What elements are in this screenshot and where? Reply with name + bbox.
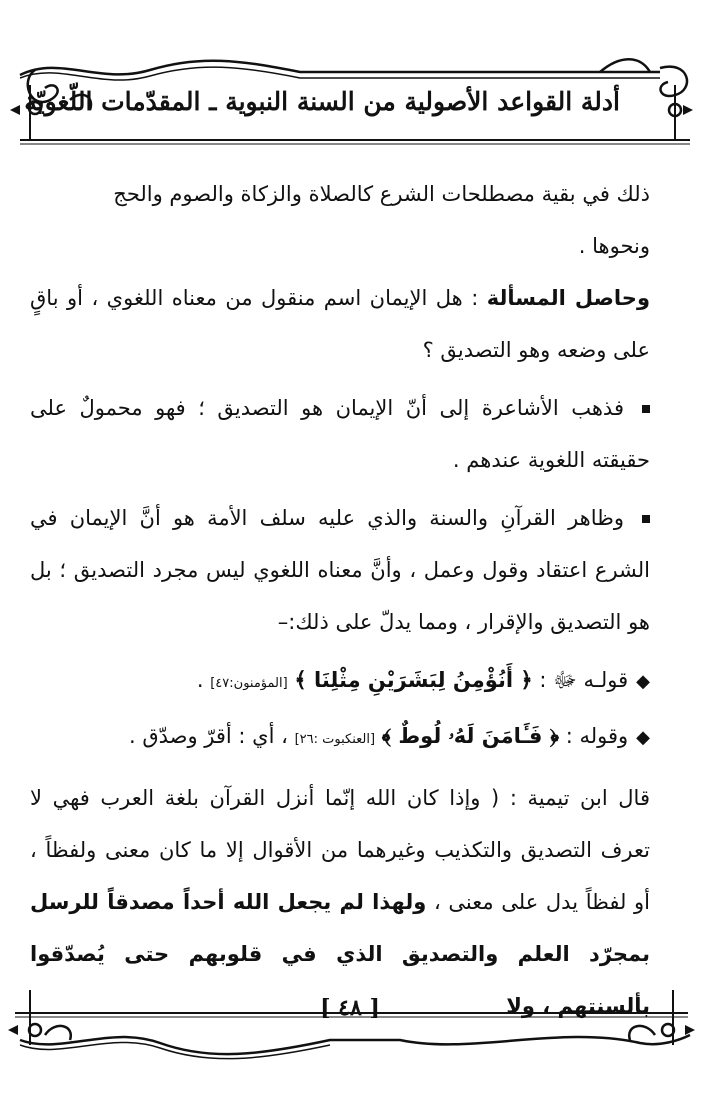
page-body [30, 168, 650, 1032]
citation-2-reference: [العنكبوت :٢٦] [294, 732, 376, 747]
citation-1-end: . [196, 668, 211, 692]
citation-1-verse: ﴿ أَنُؤْمِنُ لِبَشَرَيْنِ مِثْلِنَا ﴾ [294, 668, 533, 692]
diamond-bullet-icon: ◆ [636, 727, 650, 748]
quran-citation-1 [30, 654, 650, 710]
paragraph-3-bold-text: ولهذا لم يجعل الله أحداً مصدقاً للرسل بمجرّد العلم والتصديق الذي في قلوبهم حتى يُصدّقوا بألسنتهم ، ولا [30, 890, 650, 1018]
running-header-title: أدلة القواعد الأصولية من السنة النبوية ـ المقدّمات اللّغويّة [24, 87, 620, 116]
black-square-bullet-icon [642, 515, 650, 523]
citation-2-intro: وقوله : [559, 724, 629, 748]
citation-1-intro: قولـه ﷻ : [532, 668, 629, 692]
citation-2-verse: ﴿ فَـَٔامَنَ لَهُۥ لُوطٌ ﴾ [381, 724, 560, 748]
black-square-bullet-icon [642, 405, 650, 413]
diamond-bullet-icon: ◆ [636, 671, 650, 692]
paragraph-2 [30, 272, 650, 376]
paragraph-1-line-1: ذلك في بقية مصطلحات الشرع كالصلاة والزكاة والصوم والحج [113, 182, 650, 206]
quran-citation-2 [30, 710, 650, 766]
bullet-item-1-text: فذهب الأشاعرة إلى أنّ الإيمان هو التصديق ؛ فهو محمولٌ على حقيقته اللغوية عندهم . [30, 396, 650, 472]
citation-1-reference: [المؤمنون:٤٧] [210, 676, 288, 691]
section-heading-inline: وحاصل المسألة [486, 286, 650, 310]
paragraph-3-text: قال ابن تيمية : ( وإذا كان الله إنّما أنزل القرآن بلغة العرب فهي لا تعرف التصديق والتكذيب وغيرهما من الأقوال إلا ما كان معنى ولفظاً ، أو لفظاً يدل على معنى ، [30, 786, 650, 914]
bullet-item-2-text: وظاهر القرآنِ والسنة والذي عليه سلف الأمة هو أنَّ الإيمان في الشرع اعتقاد وقول وعمل ، وأنَّ معناه اللغوي ليس مجرد التصديق ؛ بل هو التصديق والإقرار ، ومما يدلّ على ذلك:– [30, 506, 650, 634]
citation-2-end: ، أي : أقرّ وصدّق . [128, 724, 295, 748]
paragraph-1-line-2: ونحوها . [578, 234, 650, 258]
bullet-item-2 [30, 492, 650, 648]
paragraph-2-text: : هل الإيمان اسم منقول من معناه اللغوي ، أو باقٍ على وضعه وهو التصديق ؟ [30, 286, 650, 362]
bullet-item-1 [30, 382, 650, 486]
paragraph-1 [30, 168, 650, 272]
page-number: [ ٤٨ ] [320, 995, 380, 1021]
